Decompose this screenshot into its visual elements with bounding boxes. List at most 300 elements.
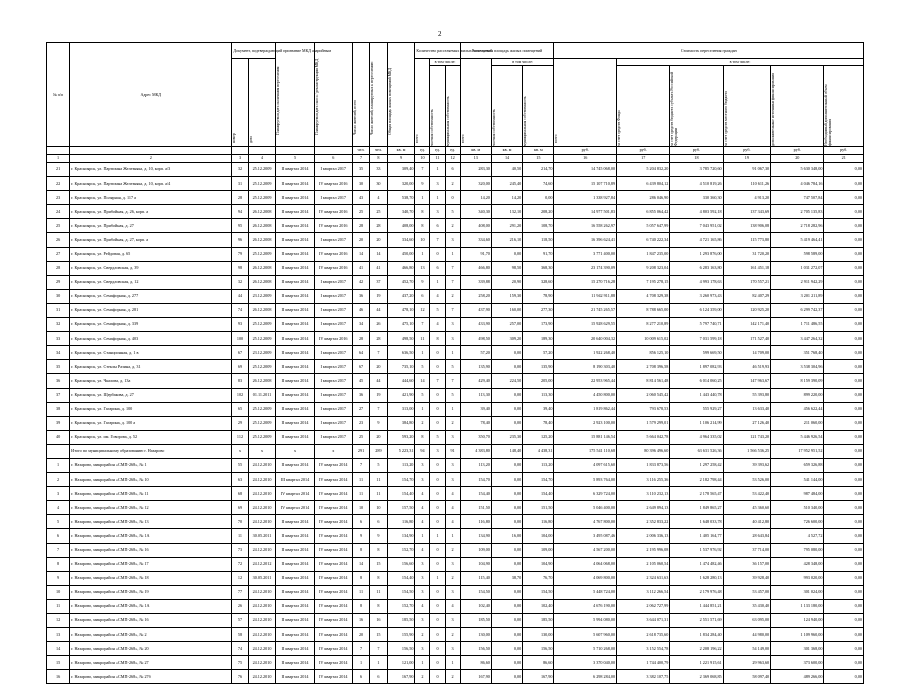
table-row (47, 458, 864, 472)
table-cell: 0,00 (824, 205, 864, 219)
table-cell: 2 178 565,47 (670, 487, 723, 501)
table-cell: 154,50 (523, 585, 554, 599)
table-cell: II квартал 2014 (276, 585, 314, 599)
table-cell: 39 393,62 (723, 458, 771, 472)
unit-cell: ед. (415, 147, 430, 155)
table-row (47, 430, 864, 444)
table-cell: 23 (352, 416, 369, 430)
table-row (47, 289, 864, 303)
table-cell: 16,00 (491, 529, 522, 543)
table-cell: 159,30 (491, 289, 522, 303)
table-cell: 8 788 665,00 (617, 303, 670, 317)
table-cell: 1 221 915,61 (670, 656, 723, 670)
table-cell: 5 (415, 360, 430, 374)
table-cell: IV квартал 2014 (314, 656, 352, 670)
table-cell: 3 (445, 557, 460, 571)
table-cell: 167,90 (460, 670, 491, 684)
address-cell: г. Назарово, микрорайон «СМП-268», № 27 (70, 656, 232, 670)
header-area-including: в том числе: (491, 59, 554, 66)
table-cell: 41 (370, 261, 387, 275)
address-cell: г. Назарово, микрорайон «СМП-268», № 1 (70, 458, 232, 472)
table-cell: 26.12.2008 (248, 303, 276, 317)
table-cell: 8 (430, 332, 445, 346)
header-rooms-including: в том числе: (430, 59, 460, 66)
table-cell: 28 (47, 261, 70, 275)
table-cell: IV квартал 2014 (314, 515, 352, 529)
table-cell: 1 628 280,13 (670, 571, 723, 585)
table-cell: 1 (415, 247, 430, 261)
table-cell: 31 (232, 177, 248, 191)
address-cell: Итого по муниципальному образованию г. Назарово (70, 444, 232, 458)
table-cell: 3 (415, 614, 430, 628)
table-cell: 113,20 (387, 458, 415, 472)
table-row (47, 233, 864, 247)
table-cell: 899 220,00 (771, 388, 824, 402)
unit-cell: кв. м (460, 147, 491, 155)
table-row (47, 360, 864, 374)
table-cell: 1 744 400,79 (617, 656, 670, 670)
table-cell: 0,00 (491, 670, 522, 684)
table-cell: 7 (445, 275, 460, 289)
table-cell: 421,90 (387, 388, 415, 402)
table-cell: 25.12.2009 (248, 318, 276, 332)
table-cell: 6 329 724,00 (554, 487, 617, 501)
table-cell: 13 (415, 261, 430, 275)
table-cell: 104,90 (523, 557, 554, 571)
table-cell: 433,90 (460, 318, 491, 332)
column-number-cell: 2 (70, 155, 232, 163)
table-cell: 11 (352, 487, 369, 501)
table-cell: II квартал 2014 (276, 388, 314, 402)
header-area-municipal: муниципальная собственность (523, 96, 528, 146)
table-cell: 3 (445, 473, 460, 487)
table-cell: II квартал 2014 (276, 303, 314, 317)
header-doc: Документ, подтверждающий признание МКД аварийным (232, 43, 276, 59)
table-cell: 4 069 800,00 (554, 571, 617, 585)
table-cell: 130,00 (523, 628, 554, 642)
table-cell: 3 116 255,36 (617, 473, 670, 487)
table-cell: 14 (415, 374, 430, 388)
table-cell: 1 (47, 458, 70, 472)
table-cell: 3 644 071,31 (617, 614, 670, 628)
table-cell: 0,00 (824, 571, 864, 585)
table-cell: II квартал 2014 (276, 670, 314, 684)
table-cell: 4 (430, 318, 445, 332)
table-row (47, 191, 864, 205)
table-cell: х (276, 444, 314, 458)
table-cell: 24.12.2010 (248, 670, 276, 684)
table-cell: II квартал 2014 (276, 318, 314, 332)
table-cell: 286 046,90 (617, 191, 670, 205)
table-cell: 20 (370, 430, 387, 444)
table-cell: 4 (47, 501, 70, 515)
table-cell: 0,00 (824, 487, 864, 501)
unit-cell: кв. м (491, 147, 522, 155)
table-cell: 115 773,80 (723, 233, 771, 247)
table-cell: 104,00 (523, 529, 554, 543)
table-cell: 1 293 876,00 (670, 247, 723, 261)
table-cell: 0 (430, 599, 445, 613)
table-cell: 1 849 865,27 (670, 501, 723, 515)
table-cell: 0 (430, 656, 445, 670)
table-cell: 5 607 960,00 (554, 628, 617, 642)
table-cell: 91,70 (523, 247, 554, 261)
table-cell: IV квартал 2014 (314, 529, 352, 543)
table-cell: 636,50 (387, 346, 415, 360)
table-cell: 408,00 (460, 219, 491, 233)
table-cell: IV квартал 2014 (314, 599, 352, 613)
table-cell: 35 (352, 163, 369, 177)
table-cell: 28 (370, 332, 387, 346)
table-cell: 36 (47, 374, 70, 388)
table-cell: 5 446 926,54 (771, 430, 824, 444)
table-cell: 6 (47, 529, 70, 543)
table-cell: 12 (47, 614, 70, 628)
table-cell: 121,00 (387, 656, 415, 670)
table-cell: 5 046 400,00 (554, 501, 617, 515)
table-cell: 6 283 163,80 (670, 261, 723, 275)
table-cell: 7 (370, 642, 387, 656)
table-cell: 5 419 464,41 (771, 233, 824, 247)
table-cell: 0,00 (824, 346, 864, 360)
table-cell: II квартал 2014 (276, 656, 314, 670)
table-cell: III квартал 2014 (276, 473, 314, 487)
table-cell: 2 (445, 670, 460, 684)
table-cell: 0,00 (824, 233, 864, 247)
table-cell: 8 (352, 543, 369, 557)
table-cell: 70 (232, 515, 248, 529)
table-cell: 373 600,00 (771, 656, 824, 670)
table-cell: 2 208 196,22 (670, 642, 723, 656)
table-cell: 9 (352, 529, 369, 543)
table-cell: 428 348,00 (771, 557, 824, 571)
table-cell: 26.12.2008 (248, 233, 276, 247)
table-cell: IV квартал 2014 (314, 670, 352, 684)
table-cell: 216,10 (491, 233, 522, 247)
table-cell: 137 343,69 (723, 205, 771, 219)
table-cell: 10 (47, 585, 70, 599)
table-cell: II квартал 2014 (276, 599, 314, 613)
table-cell: 30 (352, 177, 369, 191)
table-cell: 25.12.2009 (248, 191, 276, 205)
table-row (47, 303, 864, 317)
table-cell: 0,00 (824, 515, 864, 529)
table-cell: I квартал 2017 (314, 163, 352, 177)
table-cell: 0,00 (824, 529, 864, 543)
table-cell: 78,40 (460, 416, 491, 430)
table-cell: 0,00 (824, 557, 864, 571)
table-cell: 1 106 214,99 (670, 416, 723, 430)
table-cell: 0,00 (523, 191, 554, 205)
table-cell: 659 326,88 (771, 458, 824, 472)
table-cell: 125,20 (523, 430, 554, 444)
table-row (47, 515, 864, 529)
table-cell: 856 125,10 (617, 346, 670, 360)
table-row (47, 473, 864, 487)
table-cell: 154,40 (460, 487, 491, 501)
table-cell: 14 709,00 (723, 346, 771, 360)
table-cell: 1 (430, 275, 445, 289)
table-cell: 113,30 (523, 388, 554, 402)
table-cell: IV квартал 2014 (314, 642, 352, 656)
table-cell: IV квартал 2014 (314, 585, 352, 599)
table-cell: 257,00 (491, 318, 522, 332)
table-cell: 7 (445, 261, 460, 275)
table-cell: 22 953 965,44 (554, 374, 617, 388)
table-cell: 154,50 (460, 585, 491, 599)
column-number-cell: 7 (352, 155, 369, 163)
table-cell: 0 (430, 543, 445, 557)
table-cell: 102 (232, 388, 248, 402)
table-cell: 8 (352, 599, 369, 613)
unit-cell: руб. (771, 147, 824, 155)
table-cell: 1 (415, 656, 430, 670)
table-cell: 9 (370, 529, 387, 543)
column-number-cell: 9 (387, 155, 415, 163)
table-cell: II квартал 2014 (276, 571, 314, 585)
header-cost-including: в том числе: (617, 59, 864, 66)
table-cell: 15 928 629,55 (554, 318, 617, 332)
table-cell: 58 097,40 (723, 670, 771, 684)
column-number-cell: 12 (445, 155, 460, 163)
unit-cell: руб. (824, 147, 864, 155)
table-cell: 2 705 135,83 (771, 205, 824, 219)
address-cell: г. Красноярск, ул. им. Говорова, д. 52 (70, 430, 232, 444)
table-cell: 44 (370, 374, 387, 388)
table-cell: 6 299 742,37 (771, 303, 824, 317)
table-cell: 0,00 (824, 614, 864, 628)
table-cell: 0 (430, 501, 445, 515)
table-cell: 4 (415, 515, 430, 529)
table-cell: 4 (445, 599, 460, 613)
table-cell: 96 (232, 233, 248, 247)
table-cell: 28 (352, 332, 369, 346)
address-cell: г. Назарово, микрорайон «СМП-268», № 1А (70, 599, 232, 613)
table-cell: 2 649 894,13 (617, 501, 670, 515)
column-number-cell: 10 (415, 155, 430, 163)
table-cell: 2 911 942,29 (771, 275, 824, 289)
table-cell: 0 (430, 458, 445, 472)
table-cell: 3 (47, 487, 70, 501)
table-cell: 8 (352, 571, 369, 585)
table-cell: I квартал 2017 (314, 191, 352, 205)
table-cell: 37 714,00 (723, 543, 771, 557)
table-cell: 541 144,00 (771, 473, 824, 487)
table-cell: IV квартал 2014 (314, 543, 352, 557)
table-cell: 309,40 (387, 163, 415, 177)
table-cell: II квартал 2014 (276, 416, 314, 430)
address-cell: г. Назарово, микрорайон «СМП-268», № 16 (70, 543, 232, 557)
table-cell: 1 (415, 346, 430, 360)
address-cell: г. Назарово, микрорайон «СМП-268», № 2 (70, 628, 232, 642)
table-cell: 25.12.2009 (248, 332, 276, 346)
table-cell: 142 171,40 (723, 318, 771, 332)
table-cell: 2 708 396,58 (617, 360, 670, 374)
table-cell: 0,00 (491, 585, 522, 599)
table-cell: II квартал 2014 (276, 557, 314, 571)
table-cell: 4 046 784,16 (771, 177, 824, 191)
table-cell: 7 (370, 402, 387, 416)
table-cell: 161 451,18 (723, 261, 771, 275)
table-cell: 0 (430, 388, 445, 402)
table-cell: 33 (47, 332, 70, 346)
table-cell: 4 450 800,00 (554, 388, 617, 402)
table-cell: 67 (352, 360, 369, 374)
table-cell: 6 298 284,00 (554, 670, 617, 684)
table-cell: 2 (445, 177, 460, 191)
table-cell: 2 923 100,00 (554, 416, 617, 430)
table-cell: IV квартал 2016 (314, 219, 352, 233)
relocation-register-table (46, 42, 864, 684)
table-cell: 2 (445, 571, 460, 585)
table-cell: 208,20 (523, 205, 554, 219)
table-cell: 116,80 (523, 515, 554, 529)
table-cell: 26.12.2008 (248, 275, 276, 289)
table-cell: 24.12.2010 (248, 614, 276, 628)
table-cell: 0,00 (824, 444, 864, 458)
table-cell: 8 (415, 205, 430, 219)
table-cell: 3 495 087,46 (554, 529, 617, 543)
table-cell: 121 743,20 (723, 430, 771, 444)
table-cell: 34 (352, 318, 369, 332)
table-cell: 130,00 (460, 628, 491, 642)
table-cell: 16 396 624,41 (554, 233, 617, 247)
table-cell: 478,10 (387, 303, 415, 317)
table-cell: 258,20 (460, 289, 491, 303)
table-cell: II квартал 2014 (276, 177, 314, 191)
table-cell: 16 (47, 670, 70, 684)
table-cell: 37 (47, 388, 70, 402)
table-cell: 6 740 222,34 (617, 233, 670, 247)
address-cell: г. Красноярск, ул. Стеклы Разина, д. 31 (70, 360, 232, 374)
table-cell: II квартал 2014 (276, 402, 314, 416)
table-cell: 0,00 (491, 656, 522, 670)
table-cell: 29 963,60 (723, 656, 771, 670)
table-cell: 26.12.2008 (248, 205, 276, 219)
table-cell: 20,90 (491, 275, 522, 289)
table-cell: 26.12.2008 (248, 219, 276, 233)
table-cell: 3 (415, 458, 430, 472)
unit-cell: ед. (430, 147, 445, 155)
table-cell: 24.12.2010 (248, 487, 276, 501)
table-cell: 309,20 (491, 332, 522, 346)
table-row (47, 261, 864, 275)
table-cell: 65 (232, 402, 248, 416)
table-cell: 6 439 804,12 (617, 177, 670, 191)
table-cell: IV квартал 2014 (314, 487, 352, 501)
unit-cell: ед. (445, 147, 460, 155)
table-cell: 185,50 (523, 614, 554, 628)
table-cell: 189,30 (523, 332, 554, 346)
table-cell: 313,00 (387, 402, 415, 416)
table-cell: 36 157,00 (723, 557, 771, 571)
address-cell: г. Назарово, микрорайон «СМП-268», № 10 (70, 473, 232, 487)
table-cell: 37 (370, 275, 387, 289)
table-cell: 25 (352, 430, 369, 444)
table-cell: 8 (370, 599, 387, 613)
table-cell: 0,00 (824, 261, 864, 275)
table-cell: 94 (415, 444, 430, 458)
table-cell: 8 (415, 430, 430, 444)
table-cell: 3 (445, 642, 460, 656)
table-cell: 0,00 (824, 458, 864, 472)
table-cell: 10 (352, 501, 369, 515)
table-cell: 113,20 (460, 458, 491, 472)
address-cell: г. Назарово, микрорайон «СМП-268», № 27б (70, 670, 232, 684)
table-cell: 3 785 720,60 (670, 163, 723, 177)
table-cell: I квартал 2017 (314, 388, 352, 402)
table-cell: 6 124 359,00 (670, 303, 723, 317)
table-cell: 1 109 960,00 (771, 628, 824, 642)
table-cell: 211 060,00 (771, 416, 824, 430)
table-cell: 41 (352, 261, 369, 275)
table-cell: 0 (430, 515, 445, 529)
table-cell: 2 195 996,08 (617, 543, 670, 557)
table-cell: 154,70 (460, 473, 491, 487)
table-cell: IV квартал 2014 (314, 628, 352, 642)
table-cell: 3 370 040,00 (554, 656, 617, 670)
table-cell: 2 352 833,22 (617, 515, 670, 529)
table-cell: 2 (415, 670, 430, 684)
table-cell: 4 708 329,38 (617, 289, 670, 303)
table-cell: 5 448 724,00 (554, 585, 617, 599)
column-number-cell: 4 (248, 155, 276, 163)
table-cell: 148,40 (491, 444, 522, 458)
table-cell: 4 (415, 543, 430, 557)
table-cell: 0,00 (824, 430, 864, 444)
table-cell: 147 963,67 (723, 374, 771, 388)
table-cell: 489 266,00 (771, 670, 824, 684)
table-cell: 95 (232, 219, 248, 233)
table-cell: 0 (430, 670, 445, 684)
table-cell: 0 (445, 191, 460, 205)
table-cell: 26 (47, 233, 70, 247)
table-cell: 1 405 164,77 (670, 529, 723, 543)
table-cell: 4 721 165,86 (670, 233, 723, 247)
table-cell: 15 270 716,28 (554, 275, 617, 289)
table-cell: II квартал 2014 (276, 261, 314, 275)
table-cell: 27 (47, 247, 70, 261)
table-cell: 3 (430, 177, 445, 191)
header-cost-group: Стоимость переселения граждан (554, 43, 864, 59)
table-cell: 408,00 (387, 219, 415, 233)
table-cell: 0,00 (824, 191, 864, 205)
table-cell: 157,50 (387, 501, 415, 515)
table-cell: 2 (415, 416, 430, 430)
table-cell: 0,00 (824, 628, 864, 642)
table-body (47, 163, 864, 684)
table-cell: 25.12.2009 (248, 247, 276, 261)
table-cell: 2 062 727,99 (617, 599, 670, 613)
table-cell: 110 611,26 (723, 177, 771, 191)
table-cell: 42 (352, 275, 369, 289)
header-rooms-total: всего (415, 133, 420, 143)
table-cell: 10 (415, 233, 430, 247)
table-cell: I квартал 2017 (314, 318, 352, 332)
table-cell: II квартал 2014 (276, 332, 314, 346)
table-cell: 80 396 496,60 (617, 444, 670, 458)
table-cell: 5 (370, 458, 387, 472)
table-cell: 24.12.2010 (248, 599, 276, 613)
table-cell: 167,90 (523, 670, 554, 684)
address-cell: г. Красноярск, ул. Гагарина, д. 100 а (70, 416, 232, 430)
table-cell: 15 881 146,54 (554, 430, 617, 444)
table-cell: 167,90 (387, 670, 415, 684)
table-cell: 16 (352, 614, 369, 628)
table-cell: II квартал 2014 (276, 233, 314, 247)
table-cell: 156,50 (460, 642, 491, 656)
table-cell: 1 (445, 529, 460, 543)
